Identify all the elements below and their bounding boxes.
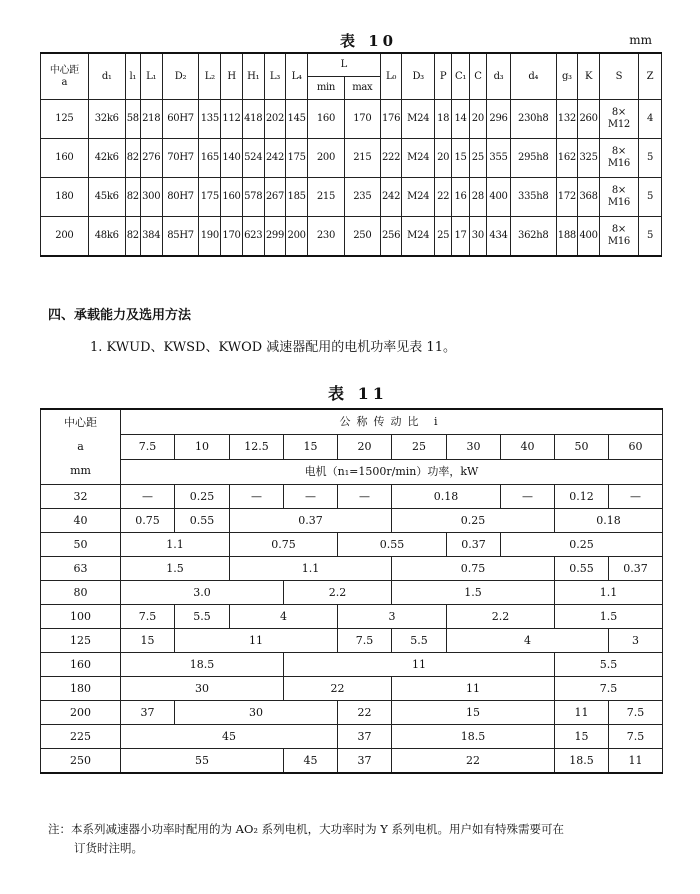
footnote-line-1: 注：本系列减速器小功率时配用的为 AO₂ 系列电机，大功率时为 Y 系列电机。用户如有特殊需要可在 xyxy=(48,822,565,836)
table10-cell-Z: 5 xyxy=(639,217,662,257)
table10-cell-L1: 300 xyxy=(140,178,162,217)
table10-cell-L0: 176 xyxy=(380,100,402,139)
table11-power-cell: 3.0 xyxy=(121,581,284,605)
table11-power-cell: — xyxy=(284,485,338,509)
table11-title: 表 11 xyxy=(328,384,388,403)
table10-cell-S: 8× M12 xyxy=(599,100,638,139)
table10-cell-Lmin: 200 xyxy=(307,139,344,178)
table10-cell-H1: 623 xyxy=(242,217,264,257)
table-row xyxy=(41,701,663,725)
table10-cell-D2: 85H7 xyxy=(162,217,199,257)
table10-col-d3: d₃ xyxy=(487,53,511,100)
table10-cell-D3: M24 xyxy=(402,139,435,178)
table10-cell-L4: 175 xyxy=(286,139,308,178)
table11-power-cell: 4 xyxy=(230,605,338,629)
table10-cell-L2: 165 xyxy=(199,139,221,178)
table-row xyxy=(41,533,663,557)
table10-cell-L2: 135 xyxy=(199,100,221,139)
table10-cell-L0: 222 xyxy=(380,139,402,178)
table10-cell-P: 22 xyxy=(434,178,451,217)
table11-power-cell: 0.25 xyxy=(392,509,555,533)
table10-title: 表 10 xyxy=(340,32,398,50)
table10-cell-d3: 296 xyxy=(487,100,511,139)
paragraph: 1. KWUD、KWSD、KWOD 减速器配用的电机功率见表 11。 xyxy=(90,340,456,355)
table10-cell-D3: M24 xyxy=(402,100,435,139)
table10-cell-L4: 200 xyxy=(286,217,308,257)
table-row xyxy=(41,629,663,653)
table11-center-cell: 63 xyxy=(41,557,121,581)
table10-cell-a: 200 xyxy=(41,217,89,257)
table11-power-cell: — xyxy=(121,485,175,509)
table11-power-cell: 5.5 xyxy=(175,605,230,629)
table10-cell-S: 8× M16 xyxy=(599,139,638,178)
table11-header-row-3 xyxy=(41,460,663,485)
table10-cell-L0: 256 xyxy=(380,217,402,257)
table11-power-cell: 30 xyxy=(175,701,338,725)
table11-center-cell: 32 xyxy=(41,485,121,509)
table10-col-L0: L₀ xyxy=(380,53,402,100)
table11-ratio-cell: 30 xyxy=(447,435,501,460)
table11-power-cell: — xyxy=(338,485,392,509)
table11-power-cell: 1.5 xyxy=(121,557,230,581)
table11-power-cell: — xyxy=(609,485,663,509)
table10-cell-d4: 230h8 xyxy=(510,100,556,139)
table11-ratio-cell: 12.5 xyxy=(230,435,284,460)
table10-cell-C: 20 xyxy=(469,100,486,139)
table11-power-cell: 0.37 xyxy=(609,557,663,581)
table10-col-D2: D₂ xyxy=(162,53,199,100)
table10-cell-D2: 70H7 xyxy=(162,139,199,178)
table10-cell-L2: 190 xyxy=(199,217,221,257)
table11-ratio-cell: 15 xyxy=(284,435,338,460)
table10-cell-C: 28 xyxy=(469,178,486,217)
table10-cell-Lmax: 250 xyxy=(344,217,380,257)
table11-power-cell: 0.25 xyxy=(175,485,230,509)
table-row xyxy=(41,653,663,677)
table11-power-cell: 2.2 xyxy=(447,605,555,629)
table11-power-cell: 22 xyxy=(392,749,555,774)
table10-head-center: 中心距 a xyxy=(41,53,89,100)
table10-cell-K: 325 xyxy=(578,139,600,178)
table10-cell-K: 400 xyxy=(578,217,600,257)
table10-col-P: P xyxy=(434,53,451,100)
table10-cell-d3: 434 xyxy=(487,217,511,257)
table10 xyxy=(40,52,662,257)
table10-cell-L1: 276 xyxy=(140,139,162,178)
table10-cell-d3: 355 xyxy=(487,139,511,178)
table10-cell-d3: 400 xyxy=(487,178,511,217)
table10-cell-C1: 16 xyxy=(452,178,469,217)
table10-cell-Lmax: 235 xyxy=(344,178,380,217)
table10-cell-l1: 82 xyxy=(125,139,140,178)
table10-cell-L3: 267 xyxy=(264,178,286,217)
table10-cell-a: 125 xyxy=(41,100,89,139)
table11-center-cell: 100 xyxy=(41,605,121,629)
table10-col-Lmin: min xyxy=(307,77,344,100)
table11-power-cell: 0.25 xyxy=(501,533,663,557)
table10-unit: mm xyxy=(629,33,652,47)
table11-power-cell: 7.5 xyxy=(555,677,663,701)
table11-power-cell: 1.1 xyxy=(230,557,392,581)
table10-header-row xyxy=(41,53,662,77)
table11-power-cell: 0.12 xyxy=(555,485,609,509)
footnote-line-2: 订货时注明。 xyxy=(74,841,143,855)
table11-power-cell: 5.5 xyxy=(392,629,447,653)
table11-power-cell: 4 xyxy=(447,629,609,653)
table11-power-cell: 1.1 xyxy=(121,533,230,557)
table11-power-cell: 22 xyxy=(338,701,392,725)
table10-cell-d1: 45k6 xyxy=(88,178,125,217)
table11-power-cell: 0.37 xyxy=(230,509,392,533)
table11-power-cell: 37 xyxy=(338,725,392,749)
table11-header-row-1 xyxy=(41,409,663,435)
table10-col-l1: l₁ xyxy=(125,53,140,100)
table10-cell-d1: 32k6 xyxy=(88,100,125,139)
table10-cell-L3: 299 xyxy=(264,217,286,257)
table11-ratio-cell: 50 xyxy=(555,435,609,460)
table10-col-g3: g₃ xyxy=(556,53,578,100)
table10-col-K: K xyxy=(578,53,600,100)
table11-power-cell: 1.5 xyxy=(392,581,555,605)
table11-center-cell: 160 xyxy=(41,653,121,677)
table10-cell-d4: 295h8 xyxy=(510,139,556,178)
table10-col-S: S xyxy=(599,53,638,100)
table11-head-ratio: 公称传动比 i xyxy=(121,409,663,435)
table11-power-cell: 22 xyxy=(284,677,392,701)
table11-power-cell: 11 xyxy=(392,677,555,701)
table11-power-cell: 0.75 xyxy=(230,533,338,557)
table11-power-cell: 45 xyxy=(284,749,338,774)
table-row xyxy=(41,139,662,178)
table11-power-cell: 7.5 xyxy=(609,701,663,725)
table11-center-cell: 250 xyxy=(41,749,121,774)
table10-cell-C: 25 xyxy=(469,139,486,178)
table11-head-center: 中心距 a mm xyxy=(41,409,121,485)
table11-power-cell: 55 xyxy=(121,749,284,774)
table-row xyxy=(41,581,663,605)
table11-power-cell: 0.55 xyxy=(175,509,230,533)
table10-col-L3: L₃ xyxy=(264,53,286,100)
table-row xyxy=(41,217,662,257)
table11-power-cell: 7.5 xyxy=(338,629,392,653)
table10-cell-C: 30 xyxy=(469,217,486,257)
table10-header xyxy=(40,30,660,50)
table-row xyxy=(41,749,663,774)
table11-ratio-cell: 40 xyxy=(501,435,555,460)
table10-cell-L4: 185 xyxy=(286,178,308,217)
table11-power-cell: 0.18 xyxy=(392,485,501,509)
table10-cell-L2: 175 xyxy=(199,178,221,217)
table10-cell-L1: 384 xyxy=(140,217,162,257)
table10-cell-H: 140 xyxy=(221,139,243,178)
table10-cell-l1: 58 xyxy=(125,100,140,139)
table-row xyxy=(41,677,663,701)
table11-power-cell: 18.5 xyxy=(121,653,284,677)
table10-cell-Lmin: 230 xyxy=(307,217,344,257)
table10-col-L4: L₄ xyxy=(286,53,308,100)
table10-cell-l1: 82 xyxy=(125,178,140,217)
table10-cell-H1: 578 xyxy=(242,178,264,217)
table10-cell-P: 18 xyxy=(434,100,451,139)
footnote xyxy=(48,820,688,858)
table11-center-cell: 225 xyxy=(41,725,121,749)
table10-cell-H: 160 xyxy=(221,178,243,217)
table10-cell-S: 8× M16 xyxy=(599,217,638,257)
table10-cell-Z: 5 xyxy=(639,139,662,178)
table10-cell-H: 170 xyxy=(221,217,243,257)
table10-col-d1: d₁ xyxy=(88,53,125,100)
table10-cell-C1: 17 xyxy=(452,217,469,257)
table10-cell-L3: 202 xyxy=(264,100,286,139)
table11-power-cell: 11 xyxy=(284,653,555,677)
table10-cell-K: 368 xyxy=(578,178,600,217)
table10-cell-K: 260 xyxy=(578,100,600,139)
table10-cell-d1: 42k6 xyxy=(88,139,125,178)
table11-center-cell: 200 xyxy=(41,701,121,725)
table11-power-cell: 7.5 xyxy=(121,605,175,629)
table11-power-cell: 18.5 xyxy=(555,749,609,774)
table10-col-L2: L₂ xyxy=(199,53,221,100)
table10-cell-Lmax: 170 xyxy=(344,100,380,139)
table11-center-cell: 180 xyxy=(41,677,121,701)
table11-power-cell: 5.5 xyxy=(555,653,663,677)
table10-cell-a: 180 xyxy=(41,178,89,217)
table11-power-cell: 3 xyxy=(609,629,663,653)
table10-col-Z: Z xyxy=(639,53,662,100)
table10-cell-L4: 145 xyxy=(286,100,308,139)
table11-power-cell: 15 xyxy=(392,701,555,725)
table11-power-cell: 37 xyxy=(121,701,175,725)
table10-cell-H1: 524 xyxy=(242,139,264,178)
table10-col-Lmax: max xyxy=(344,77,380,100)
table10-cell-L1: 218 xyxy=(140,100,162,139)
table11-power-cell: 0.55 xyxy=(338,533,447,557)
table-row xyxy=(41,509,663,533)
table10-cell-Z: 4 xyxy=(639,100,662,139)
table11-power-cell: 18.5 xyxy=(392,725,555,749)
table11-power-cell: 1.1 xyxy=(555,581,663,605)
table10-col-H: H xyxy=(221,53,243,100)
table11-center-cell: 125 xyxy=(41,629,121,653)
table10-cell-H1: 418 xyxy=(242,100,264,139)
table11-center-cell: 80 xyxy=(41,581,121,605)
section-heading: 四、承载能力及选用方法 xyxy=(48,308,192,323)
table10-cell-g3: 172 xyxy=(556,178,578,217)
table11-power-cell: 11 xyxy=(175,629,338,653)
table10-cell-C1: 15 xyxy=(452,139,469,178)
table10-cell-d4: 335h8 xyxy=(510,178,556,217)
table11-ratio-row xyxy=(41,435,663,460)
table11-power-cell: 30 xyxy=(121,677,284,701)
table11-head-power: 电机（n₁=1500r/min）功率，kW xyxy=(121,460,663,485)
table10-cell-g3: 132 xyxy=(556,100,578,139)
table10-cell-g3: 188 xyxy=(556,217,578,257)
table11-power-cell: 0.18 xyxy=(555,509,663,533)
table11-power-cell: 7.5 xyxy=(609,725,663,749)
table10-col-D3: D₃ xyxy=(402,53,435,100)
table11-center-cell: 40 xyxy=(41,509,121,533)
table11-power-cell: — xyxy=(230,485,284,509)
table-row xyxy=(41,557,663,581)
table11-ratio-cell: 20 xyxy=(338,435,392,460)
table10-cell-d1: 48k6 xyxy=(88,217,125,257)
table11-power-cell: 0.75 xyxy=(392,557,555,581)
table10-cell-P: 25 xyxy=(434,217,451,257)
table11-power-cell: 45 xyxy=(121,725,338,749)
table10-cell-H: 112 xyxy=(221,100,243,139)
table10-cell-Lmax: 215 xyxy=(344,139,380,178)
table10-col-L1: L₁ xyxy=(140,53,162,100)
table-row xyxy=(41,605,663,629)
table10-col-C: C xyxy=(469,53,486,100)
table10-cell-C1: 14 xyxy=(452,100,469,139)
table11-power-cell: 1.5 xyxy=(555,605,663,629)
table10-cell-Lmin: 160 xyxy=(307,100,344,139)
table10-cell-d4: 362h8 xyxy=(510,217,556,257)
table11-power-cell: — xyxy=(501,485,555,509)
table10-cell-Lmin: 215 xyxy=(307,178,344,217)
table11-power-cell: 0.55 xyxy=(555,557,609,581)
table11-ratio-cell: 7.5 xyxy=(121,435,175,460)
table11 xyxy=(40,408,663,774)
table11-ratio-cell: 10 xyxy=(175,435,230,460)
table10-cell-L3: 242 xyxy=(264,139,286,178)
table10-cell-l1: 82 xyxy=(125,217,140,257)
table11-power-cell: 37 xyxy=(338,749,392,774)
table10-col-d4: d₄ xyxy=(510,53,556,100)
table11-ratio-cell: 25 xyxy=(392,435,447,460)
table-row xyxy=(41,178,662,217)
table10-cell-D2: 60H7 xyxy=(162,100,199,139)
table10-cell-D2: 80H7 xyxy=(162,178,199,217)
table11-center-cell: 50 xyxy=(41,533,121,557)
table11-power-cell: 11 xyxy=(555,701,609,725)
table10-cell-L0: 242 xyxy=(380,178,402,217)
table10-col-L: L xyxy=(307,53,380,77)
table10-cell-D3: M24 xyxy=(402,178,435,217)
table10-col-C1: C₁ xyxy=(452,53,469,100)
table11-power-cell: 3 xyxy=(338,605,447,629)
table11-power-cell: 11 xyxy=(609,749,663,774)
table10-cell-D3: M24 xyxy=(402,217,435,257)
table11-power-cell: 2.2 xyxy=(284,581,392,605)
table10-col-H1: H₁ xyxy=(242,53,264,100)
table11-power-cell: 0.37 xyxy=(447,533,501,557)
table11-power-cell: 15 xyxy=(121,629,175,653)
table-row xyxy=(41,725,663,749)
table10-cell-a: 160 xyxy=(41,139,89,178)
table10-cell-P: 20 xyxy=(434,139,451,178)
table10-cell-Z: 5 xyxy=(639,178,662,217)
table11-ratio-cell: 60 xyxy=(609,435,663,460)
table11-power-cell: 15 xyxy=(555,725,609,749)
table10-cell-S: 8× M16 xyxy=(599,178,638,217)
table-row xyxy=(41,485,663,509)
table-row xyxy=(41,100,662,139)
table11-power-cell: 0.75 xyxy=(121,509,175,533)
table10-cell-g3: 162 xyxy=(556,139,578,178)
